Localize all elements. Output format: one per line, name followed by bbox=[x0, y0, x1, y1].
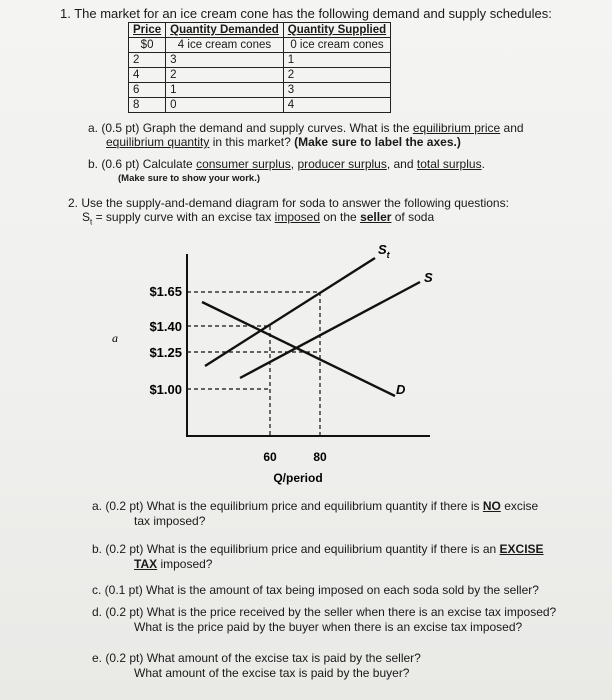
cell-demanded: 4 ice cream cones bbox=[166, 38, 284, 53]
q1b-text: b. (0.6 pt) Calculate bbox=[88, 157, 197, 171]
price-label-1-65: $1.65 bbox=[149, 284, 182, 299]
supply-label: S bbox=[424, 270, 433, 285]
q1a-equilibrium-quantity: equilibrium quantity bbox=[106, 135, 210, 149]
price-label-1-00: $1.00 bbox=[149, 382, 182, 397]
cell-demanded: 2 bbox=[166, 68, 284, 83]
cell-supplied: 4 bbox=[283, 98, 390, 113]
q2a-no: NO bbox=[482, 499, 501, 513]
question-2e bbox=[92, 651, 421, 681]
question-2 bbox=[68, 196, 509, 229]
q2b-text-2: imposed? bbox=[157, 557, 213, 571]
q2c-text: c. (0.1 pt) What is the amount of tax being imposed on each soda sold by the seller? bbox=[92, 583, 539, 597]
header-quantity-supplied: Quantity Supplied bbox=[283, 23, 390, 38]
q2-intro: 2. Use the supply-and-demand diagram for soda to answer the following questions: bbox=[68, 196, 509, 210]
q1b-total-surplus: total surplus bbox=[416, 157, 482, 171]
header-quantity-demanded: Quantity Demanded bbox=[166, 23, 284, 38]
q2-st-symbol: S bbox=[82, 210, 91, 224]
table-row bbox=[129, 53, 391, 68]
supply-tax-curve bbox=[205, 258, 375, 366]
cell-price: 6 bbox=[129, 83, 166, 98]
question-1-title: 1. The market for an ice cream cone has the following demand and supply schedules: bbox=[60, 6, 552, 21]
q2b-tax: TAX bbox=[134, 557, 158, 571]
q2-text-3: of soda bbox=[391, 210, 435, 224]
q1a-text: a. (0.5 pt) Graph the demand and supply curves. What is the bbox=[88, 121, 413, 135]
cell-supplied: 2 bbox=[283, 68, 390, 83]
cell-price: 8 bbox=[129, 98, 166, 113]
q1b-consumer-surplus: consumer surplus bbox=[196, 157, 291, 171]
schedule-table bbox=[128, 22, 391, 113]
cell-supplied: 1 bbox=[283, 53, 390, 68]
q1a-text-2: in this market? bbox=[209, 135, 295, 149]
q2a-text-2: tax imposed? bbox=[134, 514, 206, 528]
supply-demand-diagram bbox=[100, 236, 460, 496]
table-row bbox=[129, 83, 391, 98]
cell-demanded: 1 bbox=[166, 83, 284, 98]
table-row bbox=[129, 38, 391, 53]
header-price: Price bbox=[129, 23, 166, 38]
quantity-label-80: 80 bbox=[313, 450, 327, 464]
q2-seller: seller bbox=[360, 210, 392, 224]
q2b-excise: EXCISE bbox=[499, 542, 544, 556]
q2-st-subscript: t bbox=[90, 217, 93, 227]
cell-supplied: 3 bbox=[283, 83, 390, 98]
q2a-excise: excise bbox=[500, 499, 539, 513]
q2d-text: d. (0.2 pt) What is the price received by the seller when there is an excise tax imposed? bbox=[92, 605, 557, 619]
cell-demanded: 3 bbox=[166, 53, 284, 68]
q2e-text: e. (0.2 pt) What amount of the excise tax is paid by the seller? bbox=[92, 651, 421, 665]
cell-price: $0 bbox=[129, 38, 166, 53]
question-1a bbox=[88, 121, 524, 149]
x-axis-label: Q/period bbox=[273, 471, 323, 485]
cell-supplied: 0 ice cream cones bbox=[283, 38, 390, 53]
q2-imposed: imposed bbox=[274, 210, 321, 224]
q1b-end: . bbox=[481, 157, 485, 171]
q1a-label-axes-note: (Make sure to label the axes.) bbox=[294, 135, 461, 149]
question-2d bbox=[92, 605, 556, 635]
q1b-show-work-note: (Make sure to show your work.) bbox=[118, 173, 260, 184]
supply-tax-label: $S_t$ bbox=[378, 242, 390, 260]
q1a-equilibrium-price: equilibrium price bbox=[412, 121, 501, 135]
q2-text-2: on the bbox=[320, 210, 361, 224]
q2d-text-2: What is the price paid by the buyer when there is an excise tax imposed? bbox=[134, 620, 523, 634]
table-row bbox=[129, 68, 391, 83]
table-row bbox=[129, 98, 391, 113]
cell-demanded: 0 bbox=[166, 98, 284, 113]
q1b-sep-2: , and bbox=[386, 157, 417, 171]
q2-text: = supply curve with an excise tax bbox=[92, 210, 275, 224]
question-2a bbox=[92, 499, 538, 529]
table-header-row bbox=[129, 23, 391, 38]
cell-price: 4 bbox=[129, 68, 166, 83]
q1b-producer-surplus: producer surplus bbox=[297, 157, 387, 171]
quantity-label-60: 60 bbox=[263, 450, 277, 464]
question-1b bbox=[88, 157, 485, 171]
q2a-text: a. (0.2 pt) What is the equilibrium price and equilibrium quantity if there is bbox=[92, 499, 483, 513]
question-2b bbox=[92, 542, 544, 572]
price-label-1-25: $1.25 bbox=[149, 345, 182, 360]
question-2c bbox=[92, 583, 539, 598]
demand-label: D bbox=[396, 382, 406, 397]
q2e-text-2: What amount of the excise tax is paid by the buyer? bbox=[134, 666, 410, 680]
q2b-text: b. (0.2 pt) What is the equilibrium price and equilibrium quantity if there is an bbox=[92, 542, 500, 556]
q1a-and: and bbox=[500, 121, 524, 135]
q1b-sep: , bbox=[290, 157, 298, 171]
cell-price: 2 bbox=[129, 53, 166, 68]
handwritten-mark: a bbox=[112, 331, 118, 345]
price-label-1-40: $1.40 bbox=[149, 319, 182, 334]
